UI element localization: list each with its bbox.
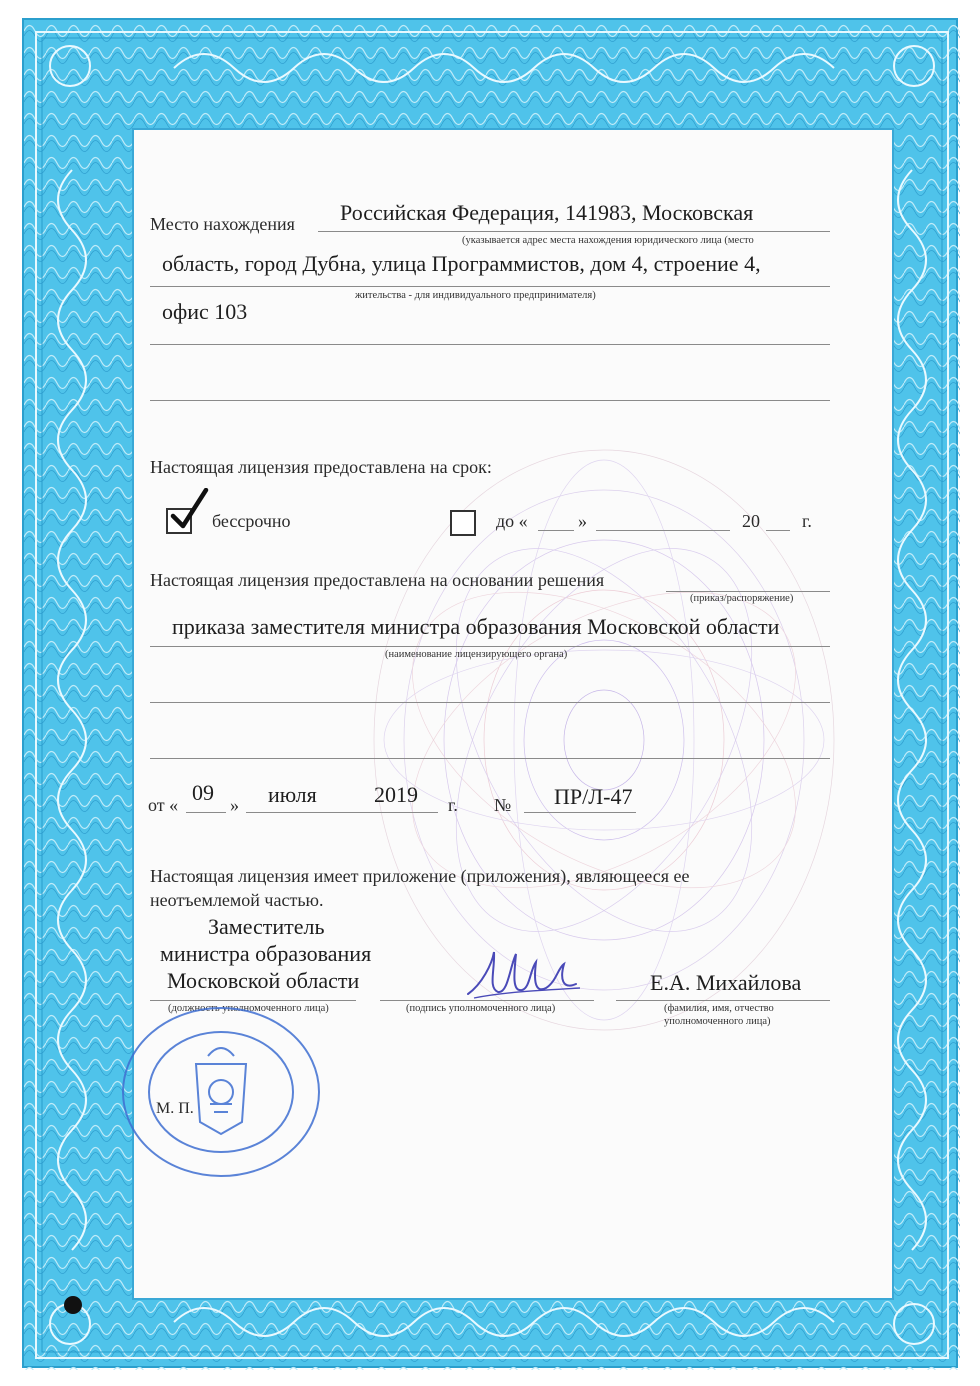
term-label: Настоящая лицензия предоставлена на срок: <box>150 457 492 477</box>
location-underline-2 <box>150 286 830 287</box>
licensing-authority: приказа заместителя министра образования Московской области <box>172 614 780 639</box>
location-underline-1 <box>318 231 830 232</box>
appendix-line2: неотъемлемой частью. <box>150 890 324 910</box>
position-line1: Заместитель <box>208 914 325 939</box>
location-label: Место нахождения <box>150 214 295 234</box>
until-checkbox[interactable] <box>450 510 476 536</box>
until-year-underline <box>766 530 790 531</box>
decision-from-close: » <box>230 795 239 815</box>
until-prefix: до « <box>496 511 528 531</box>
basis-label: Настоящая лицензия предоставлена на основании решения <box>150 570 605 590</box>
until-month-underline <box>596 530 730 531</box>
authority-hint: (наименование лицензирующего органа) <box>385 649 568 660</box>
signature-underline <box>380 1000 594 1001</box>
checkmark-icon <box>170 488 210 532</box>
until-suffix: г. <box>802 511 812 531</box>
position-underline <box>150 1000 356 1001</box>
appendix-line1: Настоящая лицензия имеет приложение (приложения), являющееся ее <box>150 866 690 886</box>
signature-hint: (подпись уполномоченного лица) <box>406 1003 556 1014</box>
authority-underline-3 <box>150 758 830 759</box>
signature <box>464 944 584 1006</box>
decision-number-underline <box>524 812 636 813</box>
decision-from-prefix: от « <box>148 795 179 815</box>
indefinite-label: бессрочно <box>212 511 291 531</box>
location-address-line3: офис 103 <box>162 299 248 324</box>
decision-month-underline <box>246 812 438 813</box>
location-address-line1: Российская Федерация, 141983, Московская <box>340 200 754 225</box>
location-hint-1: (указывается адрес места нахождения юридического лица (место <box>462 235 754 246</box>
position-line2: министра образования <box>160 941 372 966</box>
decision-day: 09 <box>192 780 214 805</box>
name-hint-2: уполномоченного лица) <box>664 1016 771 1027</box>
hole-punch-dot <box>64 1296 82 1314</box>
basis-order-hint: (приказ/распоряжение) <box>690 593 794 604</box>
location-hint-2: жительства - для индивидуального предпринимателя) <box>355 290 596 301</box>
decision-year-suffix: г. <box>448 795 458 815</box>
guilloche-rosette <box>354 430 854 1050</box>
authority-underline-2 <box>150 702 830 703</box>
signatory-name: Е.А. Михайлова <box>650 970 802 995</box>
position-line3: Московской области <box>167 968 360 993</box>
name-hint-1: (фамилия, имя, отчество <box>664 1003 774 1014</box>
decision-number: ПР/Л-47 <box>554 784 633 809</box>
decision-year: 2019 <box>374 782 418 807</box>
until-year-prefix: 20 <box>742 511 760 531</box>
location-underline-3 <box>150 344 830 345</box>
location-address-line2: область, город Дубна, улица Программистов, дом 4, строение 4, <box>162 251 761 276</box>
official-stamp <box>118 1004 324 1180</box>
decision-day-underline <box>186 812 226 813</box>
location-underline-4 <box>150 400 830 401</box>
authority-underline <box>150 646 830 647</box>
name-underline <box>616 1000 830 1001</box>
indefinite-checkbox[interactable] <box>166 508 192 534</box>
until-mid: » <box>578 511 587 531</box>
basis-order-underline <box>666 591 830 592</box>
until-day-underline <box>538 530 574 531</box>
decision-number-sign: № <box>494 795 512 815</box>
decision-month: июля <box>268 782 317 807</box>
stamp-mark-label: М. П. <box>156 1100 194 1117</box>
position-hint: (должность уполномоченного лица) <box>168 1003 329 1014</box>
